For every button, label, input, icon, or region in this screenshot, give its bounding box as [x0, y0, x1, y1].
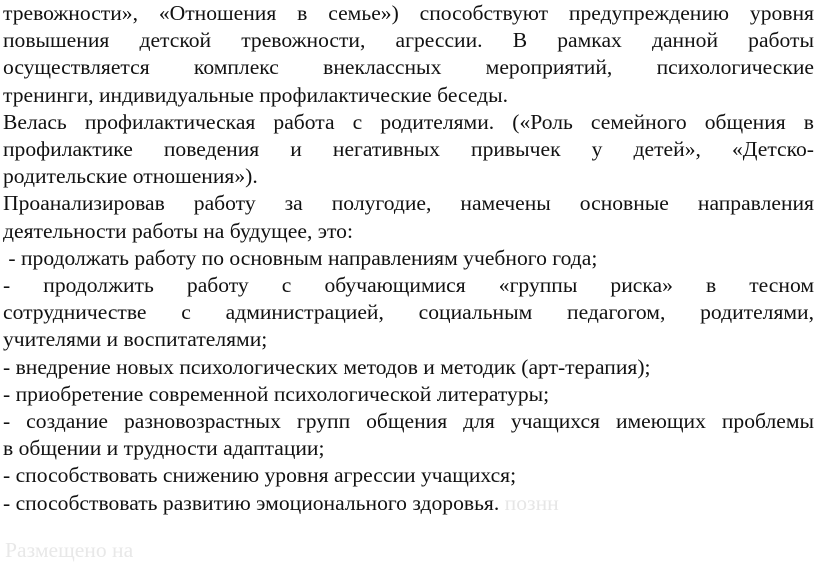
text-line: - создание разновозрастных групп общения для учащихся имеющих проблемы	[3, 409, 814, 434]
list-item: - способствовать снижению уровня агрессии учащихся;	[3, 463, 517, 488]
text-line: Велась профилактическая работа с родителями. («Роль семейного общения в	[3, 109, 814, 134]
text-line: тревожности», «Отношения в семье») способствуют предупреждению уровня	[3, 1, 814, 25]
faint-overlay-text: познн	[499, 490, 559, 515]
watermark-text: Размещено на	[5, 538, 134, 562]
text-line: Проанализировав работу за полугодие, намечены основные направления	[3, 191, 814, 216]
list-item: - внедрение новых психологических методов и методик (арт-терапия);	[3, 354, 651, 379]
text-line: сотрудничестве с администрацией, социальным педагогом, родителями,	[3, 300, 814, 325]
paragraph-1	[3, 0, 814, 109]
text-line: тренинги, индивидуальные профилактические беседы.	[3, 82, 509, 107]
paragraph-3	[3, 190, 814, 244]
list-item	[3, 408, 814, 462]
paragraph-2	[3, 109, 814, 191]
text-line: осуществляется комплекс внеклассных мероприятий, психологические	[3, 55, 814, 80]
text-line: в общении и трудности адаптации;	[3, 436, 325, 461]
document-body	[3, 0, 814, 517]
text-line: - продолжить работу с обучающимися «группы риска» в тесном	[3, 273, 814, 298]
text-line: деятельности работы на будущее, это:	[3, 218, 353, 243]
list-item: - продолжать работу по основным направлениям учебного года;	[3, 245, 598, 270]
action-list	[3, 245, 814, 517]
text-line: учителями и воспитателями;	[3, 327, 268, 352]
text-line: родительские отношения»).	[3, 164, 258, 189]
list-item-text: - способствовать развитию эмоционального здоровья.	[3, 490, 500, 515]
list-item	[3, 490, 814, 517]
text-line: профилактике поведения и негативных привычек у детей», «Детско-	[3, 137, 814, 162]
list-item: - приобретение современной психологической литературы;	[3, 381, 550, 406]
text-line: повышения детской тревожности, агрессии. В рамках данной работы	[3, 28, 814, 53]
list-item	[3, 272, 814, 354]
